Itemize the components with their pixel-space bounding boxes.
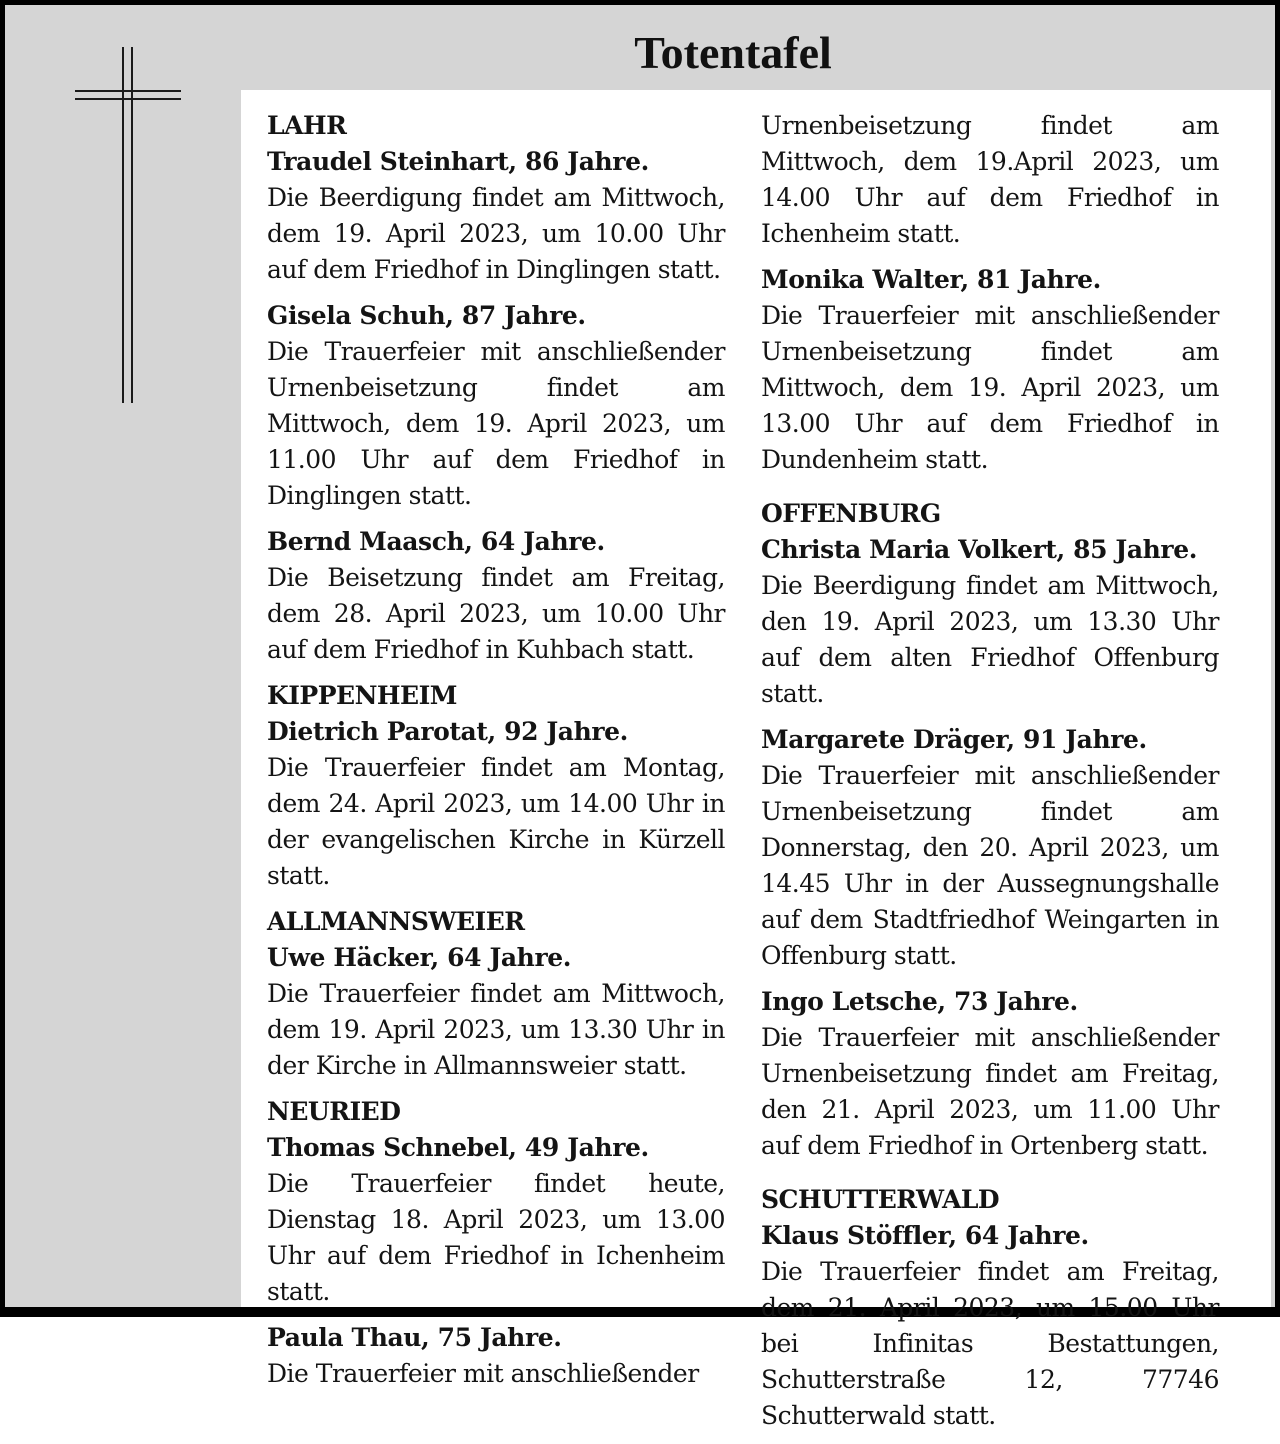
person-name: Traudel Steinhart, 86 Jahre. (267, 147, 649, 176)
obituary-entry (761, 262, 1219, 478)
obituary-entry (267, 940, 725, 1084)
obituary-entry (267, 1320, 725, 1392)
right-column (761, 108, 1219, 1444)
ceremony-text: Die Trauerfeier findet am Freitag, dem 21. April 2023, um 15.00 Uhr bei Infinitas Bestattungen, Schutterstraße 12, 77746 Schutterwald statt. (761, 1257, 1219, 1430)
obituary-entry (761, 722, 1219, 974)
section-neuried-continued (761, 262, 1219, 478)
person-name: Dietrich Parotat, 92 Jahre. (267, 717, 628, 746)
ceremony-text: Die Trauerfeier findet heute, Dienstag 18. April 2023, um 13.00 Uhr auf dem Friedhof in Ichenheim statt. (267, 1169, 725, 1306)
obituary-entry (267, 144, 725, 288)
place-heading: KIPPENHEIM (267, 681, 457, 710)
obituary-entry (267, 298, 725, 514)
obituary-entry (267, 524, 725, 668)
place-heading: ALLMANNSWEIER (267, 907, 525, 936)
obituary-entry (267, 1130, 725, 1310)
ceremony-text: Die Trauerfeier findet am Montag, dem 24. April 2023, um 14.00 Uhr in der evangelischen Kirche in Kürzell statt. (267, 753, 725, 890)
obituary-panel (241, 90, 1271, 1430)
ceremony-text: Die Beerdigung findet am Mittwoch, den 19. April 2023, um 13.30 Uhr auf dem alten Friedhof Offenburg statt. (761, 571, 1219, 708)
person-name: Bernd Maasch, 64 Jahre. (267, 527, 605, 556)
person-name: Ingo Letsche, 73 Jahre. (761, 987, 1078, 1016)
place-heading: NEURIED (267, 1097, 401, 1126)
person-name: Gisela Schuh, 87 Jahre. (267, 301, 586, 330)
continued-text: Urnenbeisetzung findet am Mittwoch, dem 19.April 2023, um 14.00 Uhr auf dem Friedhof in Ichenheim statt. (761, 111, 1219, 248)
ceremony-text: Die Trauerfeier mit anschließender Urnenbeisetzung findet am Donnerstag, den 20. April 2023, um 14.45 Uhr in der Aussegnungshalle auf dem Stadtfriedhof Weingarten in Offenburg statt. (761, 761, 1219, 970)
section-kippenheim (267, 678, 725, 894)
section-allmannsweier (267, 904, 725, 1084)
section-lahr (267, 108, 725, 668)
ceremony-text: Die Trauerfeier mit anschließender Urnenbeisetzung findet am Mittwoch, dem 19. April 2023, um 11.00 Uhr auf dem Friedhof in Dinglingen statt. (267, 337, 725, 510)
page-title: Totentafel (634, 27, 832, 78)
person-name: Uwe Häcker, 64 Jahre. (267, 943, 572, 972)
obituary-entry (267, 714, 725, 894)
place-heading: LAHR (267, 111, 347, 140)
ceremony-text: Die Beisetzung findet am Freitag, dem 28. April 2023, um 10.00 Uhr auf dem Friedhof in Kuhbach statt. (267, 563, 725, 664)
left-column (267, 108, 725, 1402)
person-name: Klaus Stöffler, 64 Jahre. (761, 1221, 1089, 1250)
place-heading: SCHUTTERWALD (761, 1185, 1000, 1214)
ceremony-text: Die Trauerfeier mit anschließender (267, 1359, 699, 1388)
obituary-entry (761, 984, 1219, 1164)
person-name: Margarete Dräger, 91 Jahre. (761, 725, 1147, 754)
person-name: Monika Walter, 81 Jahre. (761, 265, 1101, 294)
obituary-entry (761, 1218, 1219, 1434)
person-name: Christa Maria Volkert, 85 Jahre. (761, 535, 1198, 564)
person-name: Paula Thau, 75 Jahre. (267, 1323, 562, 1352)
person-name: Thomas Schnebel, 49 Jahre. (267, 1133, 649, 1162)
cross-icon (71, 41, 185, 407)
section-neuried (267, 1094, 725, 1392)
obituary-entry (761, 532, 1219, 712)
ceremony-text: Die Beerdigung findet am Mittwoch, dem 19. April 2023, um 10.00 Uhr auf dem Friedhof in Dinglingen statt. (267, 183, 725, 284)
section-schutterwald (761, 1182, 1219, 1434)
ceremony-text: Die Trauerfeier mit anschließender Urnenbeisetzung findet am Freitag, den 21. April 2023, um 11.00 Uhr auf dem Friedhof in Ortenberg statt. (761, 1023, 1219, 1160)
ceremony-text: Die Trauerfeier findet am Mittwoch, dem 19. April 2023, um 13.30 Uhr in der Kirche in Allmannsweier statt. (267, 979, 725, 1080)
ceremony-text: Die Trauerfeier mit anschließender Urnenbeisetzung findet am Mittwoch, dem 19. April 2023, um 13.00 Uhr auf dem Friedhof in Dundenheim statt. (761, 301, 1219, 474)
section-offenburg (761, 496, 1219, 1164)
place-heading: OFFENBURG (761, 499, 941, 528)
